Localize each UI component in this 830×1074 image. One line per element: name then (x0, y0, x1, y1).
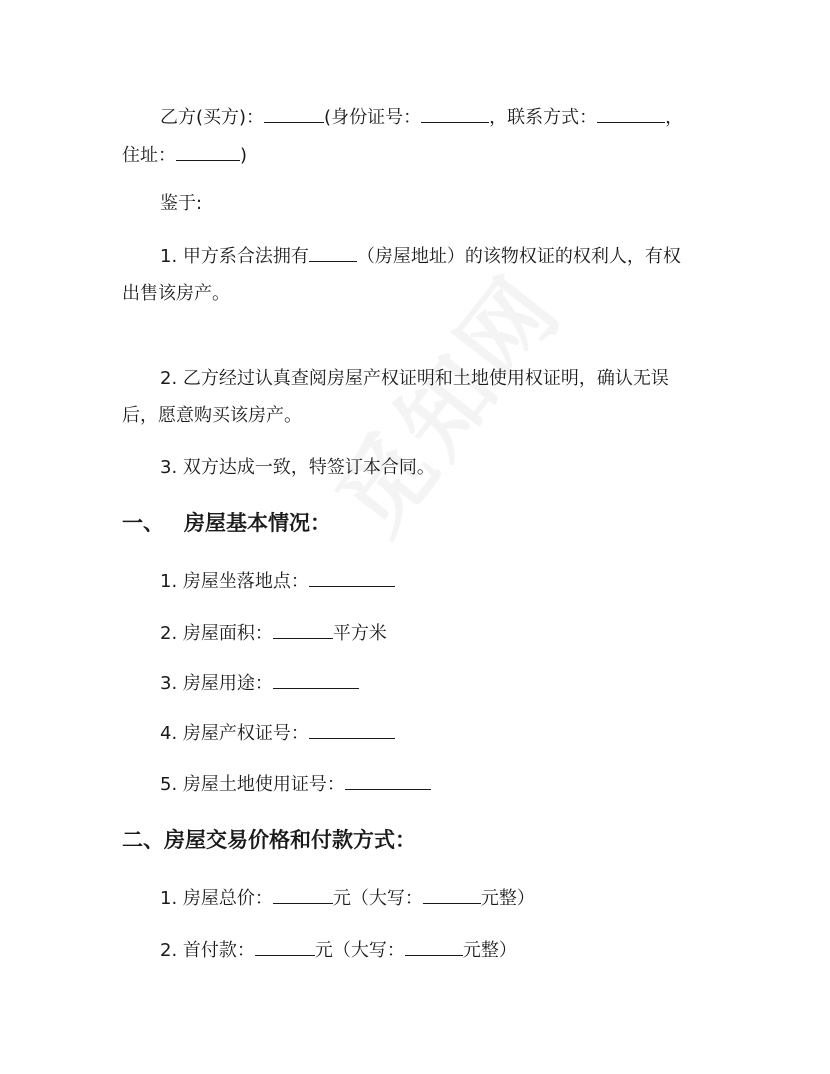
section-1-number: 一、 (122, 511, 164, 535)
party-b-address-label: 住址： (122, 145, 176, 166)
section-1-heading (122, 509, 331, 537)
total-price-blank (273, 885, 333, 904)
section-1-item-5 (160, 771, 431, 797)
watermark (267, 216, 633, 594)
location-blank (309, 568, 395, 587)
section-2-item-2 (160, 937, 517, 963)
property-cert-blank (309, 720, 395, 739)
party-b-contact-label: ，联系方式： (489, 107, 598, 128)
whereas-item-2-line-1: 2. 乙方经过认真查阅房屋产权证明和土地使用权证明，确认无误 (160, 368, 669, 389)
section-2-item-1 (160, 885, 535, 911)
party-b-close: ) (240, 145, 248, 166)
section-2-heading: 二、房屋交易价格和付款方式： (122, 828, 416, 852)
land-cert-blank (345, 771, 431, 790)
item-suffix: 元整） (480, 888, 535, 909)
whereas-item-1 (160, 243, 681, 269)
section-1-item-3 (160, 670, 359, 696)
item-label: 2. 房屋面积： (160, 623, 273, 644)
item-label: 1. 房屋总价： (160, 888, 273, 909)
item-label: 3. 房屋用途： (160, 673, 273, 694)
party-b-address-blank (176, 142, 240, 161)
total-price-words-blank (423, 885, 481, 904)
item-label: 2. 首付款： (160, 940, 255, 961)
down-payment-blank (255, 937, 315, 956)
whereas-item-1-suffix: （房屋地址）的该物权证的权利人，有权 (356, 246, 681, 267)
item-suffix: 平方米 (332, 623, 387, 644)
item-mid: 元（大写： (314, 940, 405, 961)
item-label: 4. 房屋产权证号： (160, 723, 309, 744)
down-payment-words-blank (405, 937, 463, 956)
party-b-prefix: 乙方(买方)： (160, 107, 265, 128)
section-1-item-1 (160, 568, 395, 594)
house-address-blank (309, 243, 357, 262)
party-b-contact-blank (597, 104, 665, 123)
party-b-comma: ， (665, 107, 684, 128)
section-1-item-2 (160, 620, 387, 646)
party-b-line (160, 104, 683, 130)
whereas-item-1-prefix: 1. 甲方系合法拥有 (160, 246, 309, 267)
party-b-name-blank (264, 104, 324, 123)
item-label: 5. 房屋土地使用证号： (160, 774, 345, 795)
item-label: 1. 房屋坐落地点： (160, 571, 309, 592)
party-b-address-line (122, 142, 247, 168)
item-mid: 元（大写： (332, 888, 423, 909)
party-b-id-label: (身份证号： (324, 107, 422, 128)
item-suffix: 元整） (462, 940, 517, 961)
section-1-item-4 (160, 720, 395, 746)
whereas-item-2-line-2: 后，愿意购买该房产。 (122, 405, 302, 426)
area-blank (273, 620, 333, 639)
section-1-title: 房屋基本情况： (184, 511, 331, 535)
whereas-item-1-line-2: 出售该房产。 (122, 283, 230, 304)
whereas-title: 鉴于: (160, 193, 203, 214)
whereas-item-3: 3. 双方达成一致，特签订本合同。 (160, 457, 435, 478)
usage-blank (273, 670, 359, 689)
party-b-id-blank (421, 104, 489, 123)
